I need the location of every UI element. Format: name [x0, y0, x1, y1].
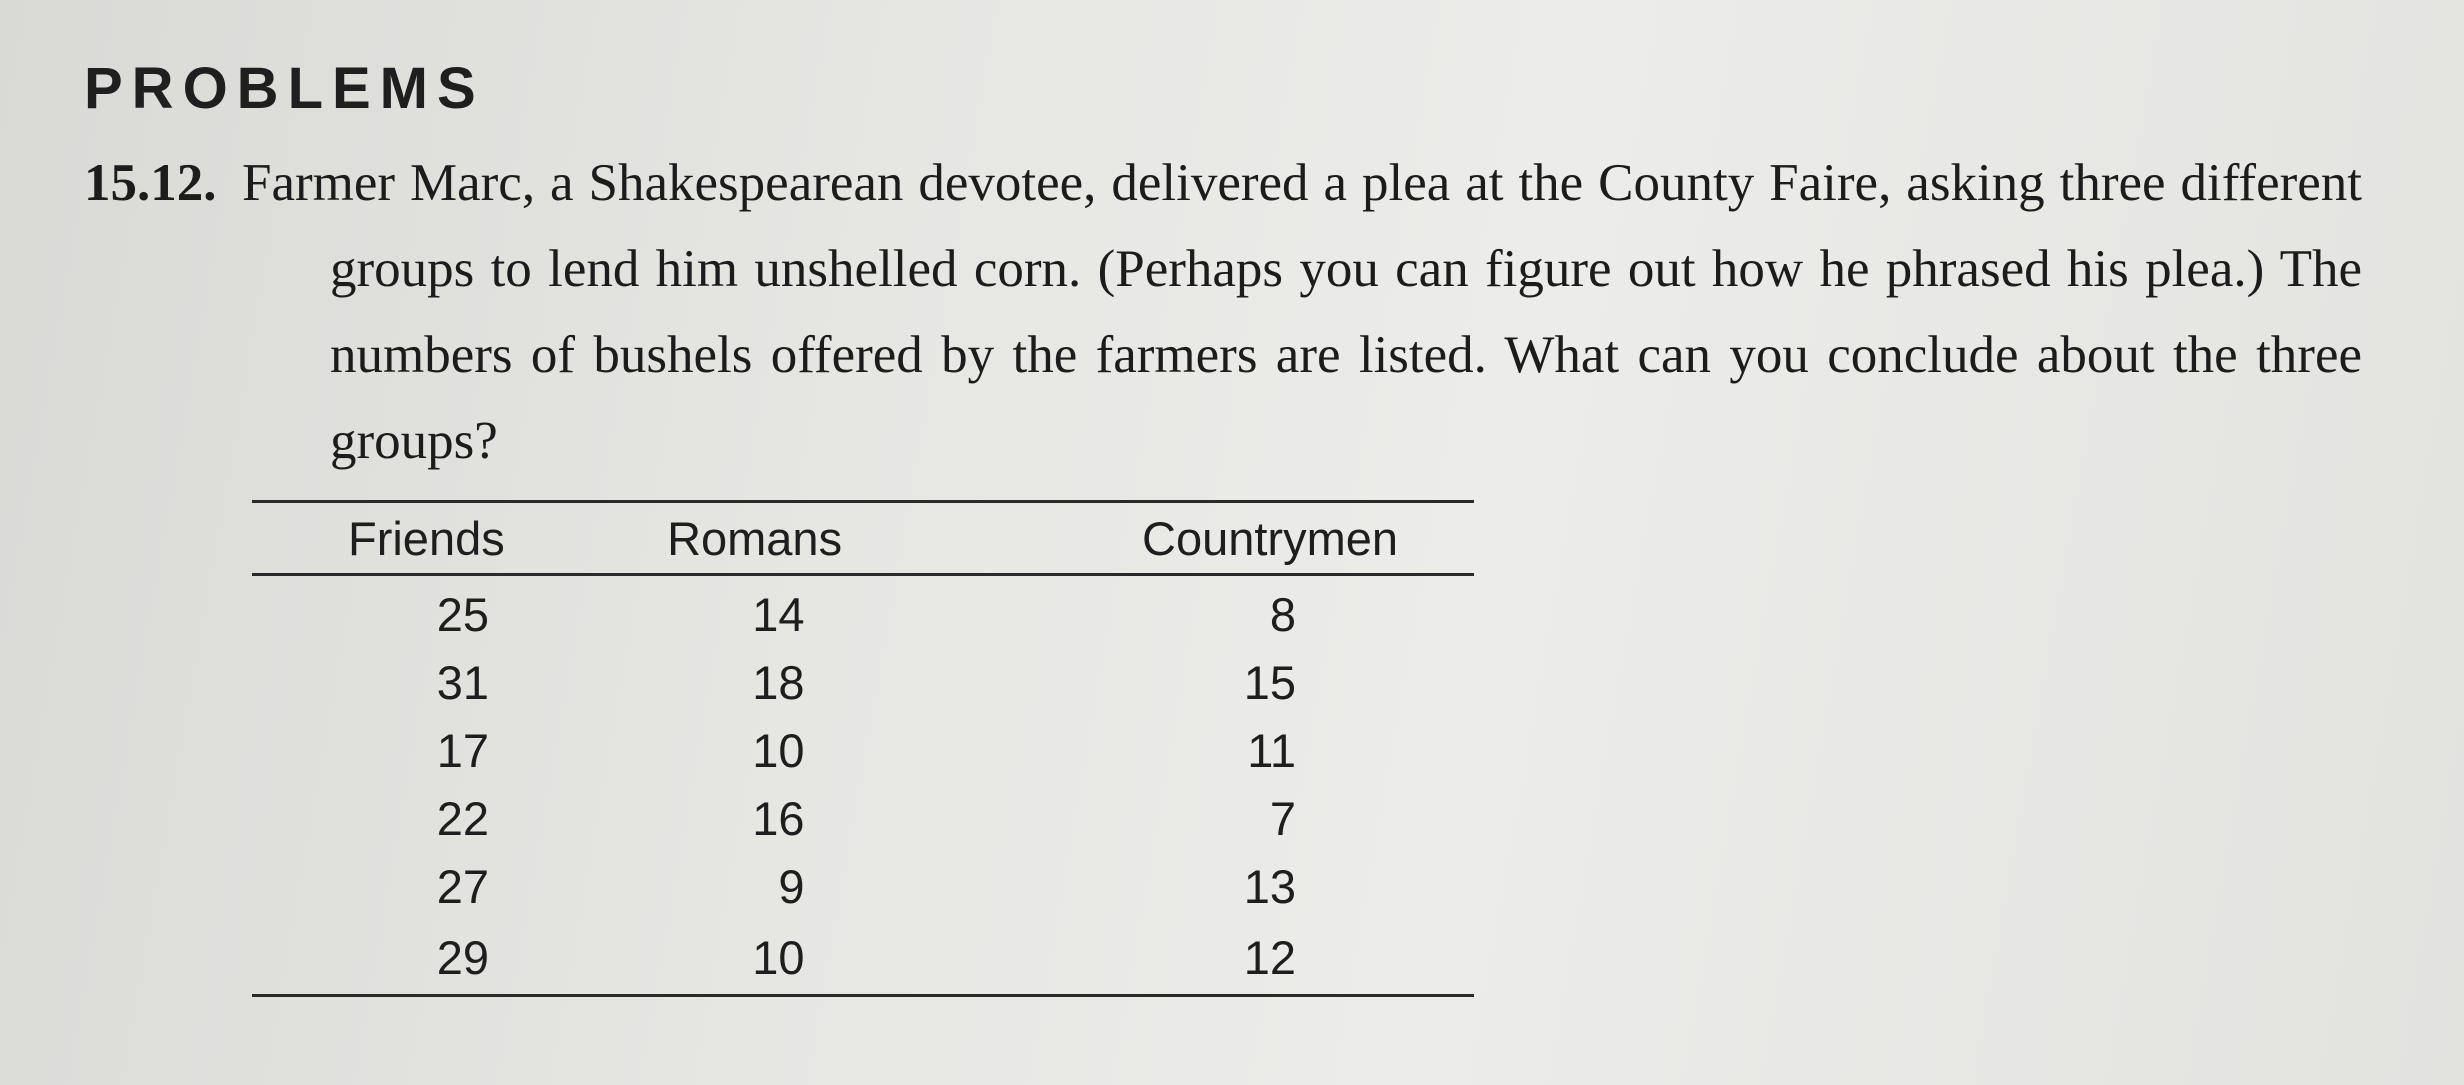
table-cell-romans: 10 — [752, 723, 805, 777]
column-header-friends: Friends — [252, 502, 667, 575]
table-cell-countrymen: 13 — [1243, 859, 1296, 913]
table-row — [252, 852, 1474, 920]
section-heading: PROBLEMS — [84, 56, 485, 121]
table-row — [252, 716, 1474, 784]
bushels-table — [252, 500, 1474, 997]
table-header-row — [252, 502, 1474, 575]
column-header-countrymen: Countrymen — [1045, 502, 1474, 575]
problem-number: 15.12. — [84, 154, 217, 212]
table-row — [252, 920, 1474, 996]
table-cell-countrymen: 12 — [1243, 930, 1296, 984]
table-cell-romans: 9 — [778, 859, 805, 913]
table-cell-friends: 29 — [436, 930, 490, 984]
table-cell-romans: 18 — [752, 655, 805, 709]
table-cell-countrymen: 8 — [1269, 587, 1296, 641]
table-cell-friends: 25 — [436, 587, 490, 641]
table-cell-friends: 31 — [436, 655, 490, 709]
table-row — [252, 648, 1474, 716]
table-cell-friends: 27 — [436, 859, 490, 913]
table-cell-countrymen: 15 — [1243, 655, 1296, 709]
table-cell-countrymen: 7 — [1269, 791, 1296, 845]
table-row — [252, 784, 1474, 852]
table-cell-romans: 10 — [752, 930, 805, 984]
column-header-romans: Romans — [667, 502, 1045, 575]
problem-text: Farmer Marc, a Shakespearean devotee, delivered a plea at the County Faire, asking three different groups to lend him unshelled corn. (Perhaps you can figure out how he phrased his plea.) The numbers of bushels offered by the farmers are listed. What can you conclude about the three groups? — [242, 154, 2362, 470]
table-row — [252, 575, 1474, 649]
table-cell-friends: 22 — [436, 791, 490, 845]
table-cell-countrymen: 11 — [1247, 723, 1296, 777]
table-cell-romans: 16 — [752, 791, 805, 845]
table-cell-romans: 14 — [752, 587, 805, 641]
table-cell-friends: 17 — [436, 723, 490, 777]
